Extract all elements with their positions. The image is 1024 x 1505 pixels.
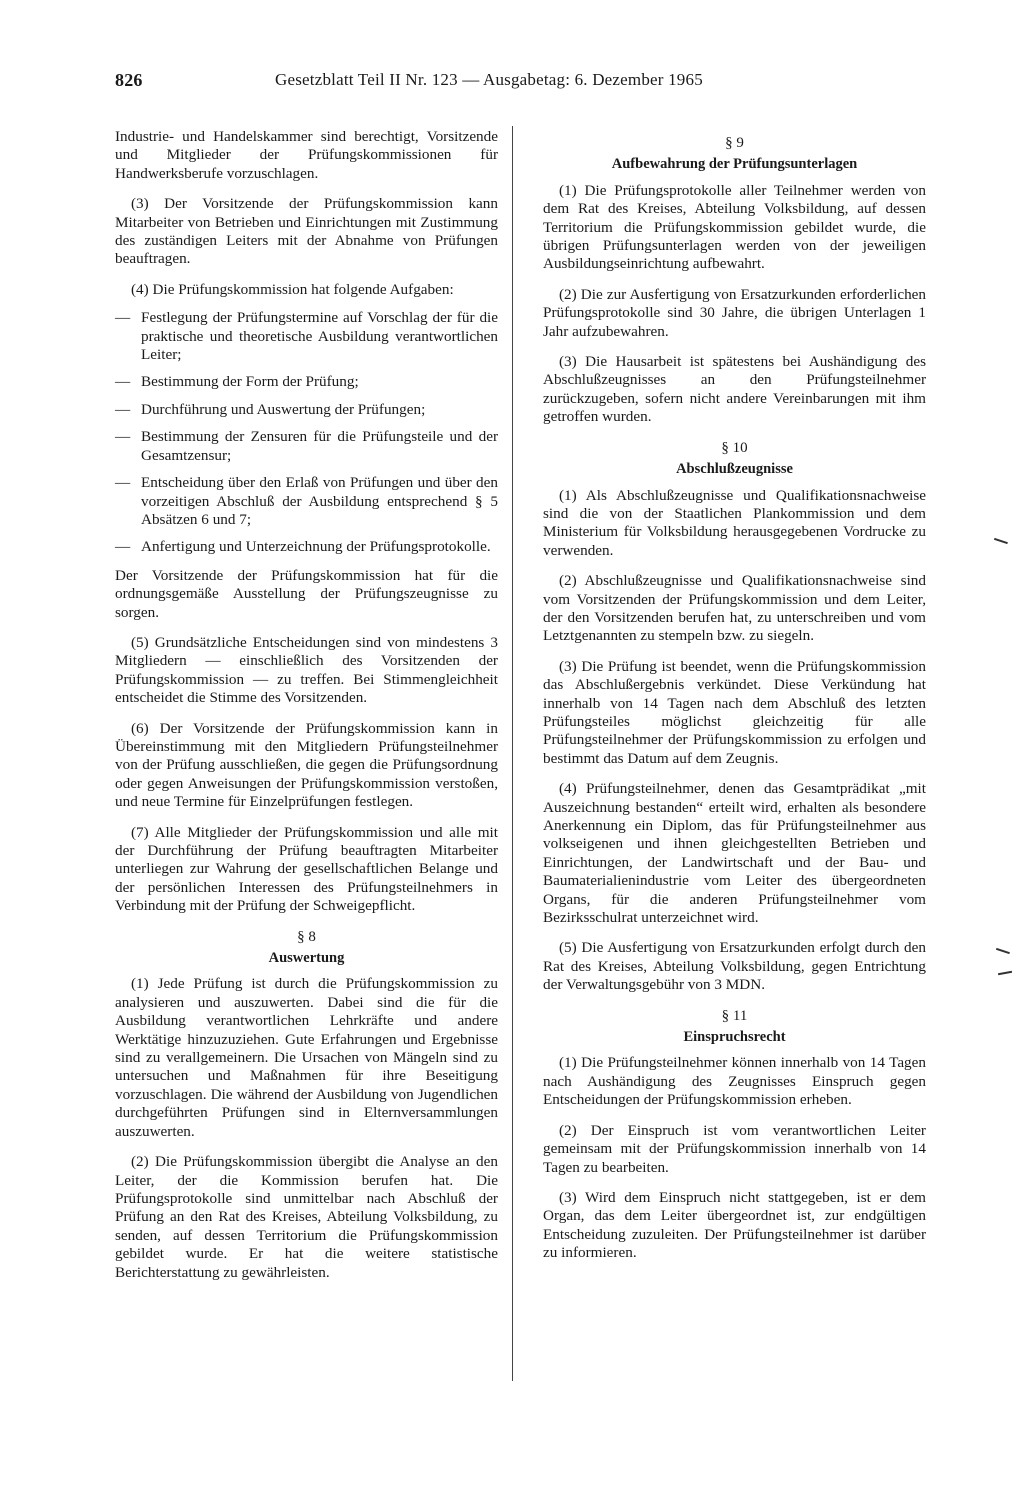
- paragraph-11-3: (3) Wird dem Einspruch nicht stattgegeben, ist er dem Organ, das dem Leiter übergeordnet ist, zur endgültigen Entscheidung zuzuleiten. Der Prüfungsteilnehmer ist darüber zu informieren.: [543, 1188, 926, 1262]
- paragraph-11-1: (1) Die Prüfungsteilnehmer können innerhalb von 14 Tagen nach Aushändigung des Zeugnisses Einspruch gegen Entscheidungen der Prüfungskommission erheben.: [543, 1054, 926, 1109]
- section-11-number: § 11: [721, 1007, 748, 1024]
- paragraph-9-3: (3) Die Hausarbeit ist spätestens bei Aushändigung des Abschlußzeugnisses an den Prüfungsteilnehmer zurückzugeben, sofern nicht andere Vereinbarungen mit ihm getroffen wurden.: [543, 353, 926, 426]
- header-title: Gesetzblatt Teil II Nr. 123 — Ausgabetag: 6. Dezember 1965: [275, 70, 703, 89]
- list-item: — Bestimmung der Zensuren für die Prüfungsteile und der Gesamtzensur;: [115, 428, 498, 465]
- paragraph-9-2: (2) Die zur Ausfertigung von Ersatzurkunden erforderlichen Prüfungsprotokolle sind 30 Jahre, die übrigen Unterlagen 1 Jahr aufzubewahren.: [543, 285, 926, 340]
- paragraph-7-4b: Der Vorsitzende der Prüfungskommission hat für die ordnungsgemäße Ausstellung der Prüfungszeugnisse zu sorgen.: [115, 566, 498, 621]
- list-item: — Festlegung der Prüfungstermine auf Vorschlag der für die praktische und theoretische Ausbildung verantwortlichen Leiter;: [115, 309, 498, 364]
- section-9-number: § 9: [725, 135, 744, 151]
- left-column: [115, 128, 498, 1294]
- column-divider: [512, 126, 513, 1381]
- right-column: [543, 128, 926, 1275]
- list-item: — Durchführung und Auswertung der Prüfungen;: [115, 401, 498, 419]
- paragraph-9-1: (1) Die Prüfungsprotokolle aller Teilnehmer werden von dem Rat des Kreises, Abteilung Volksbildung, auf dessen Territorium die Prüfungskommission gebildet wurde, die übrigen Prüfungsunterlagen werden von der jeweiligen Ausbildungseinrichtung aufbewahrt.: [543, 181, 926, 273]
- paragraph-8-2: (2) Die Prüfungskommission übergibt die Analyse an den Leiter, der die Kommission berufen hat. Die Prüfungsprotokolle sind unmittelbar nach Abschluß der Prüfung an den Rat des Kreises, Abteilung Volksbildung, zu senden, auf dessen Territorium die Prüfungskommission gebildet wurde. Er hat die weitere statistische Berichterstattung zu gewährleisten.: [115, 1153, 498, 1281]
- section-11-title: Einspruchsrecht: [683, 1029, 786, 1046]
- paragraph-10-1: (1) Als Abschlußzeugnisse und Qualifikationsnachweise sind die von der Staatlichen Plankommission und dem Ministerium für Volksbildung herausgegebenen Vordrucke zu verwenden.: [543, 486, 926, 559]
- list-item: — Entscheidung über den Erlaß von Prüfungen und über den vorzeitigen Abschluß der Ausbildung entsprechend § 5 Absätzen 6 und 7;: [115, 474, 498, 529]
- paragraph-11-2: (2) Der Einspruch ist vom verantwortlichen Leiter gemeinsam mit der Prüfungskommission innerhalb von 14 Tagen zu bearbeiten.: [543, 1121, 926, 1176]
- margin-mark: [996, 948, 1010, 954]
- section-8-number: § 8: [297, 928, 316, 945]
- paragraph-10-5: (5) Die Ausfertigung von Ersatzurkunden erfolgt durch den Rat des Kreises, Abteilung Volksbildung, gegen Entrichtung der Verwaltungsgebühr von 3 MDN.: [543, 939, 926, 994]
- page-header: [115, 70, 925, 94]
- paragraph-7-7: (7) Alle Mitglieder der Prüfungskommission und alle mit der Durchführung der Prüfung beauftragten Mitarbeiter unterliegen zur Wahrung der gesellschaftlichen Belange und der persönlichen Interessen des Prüfungsteilnehmers in Verbindung mit der Prüfung der Schweigepflicht.: [115, 823, 498, 915]
- paragraph-10-2: (2) Abschlußzeugnisse und Qualifikationsnachweise sind vom Vorsitzenden der Prüfungskommission und dem Leiter, der den Vorsitzenden berufen hat, zu unterschreiben und vom Letztgenannten zu stempeln bzw. zu siegeln.: [543, 572, 926, 645]
- margin-mark: [994, 538, 1008, 544]
- paragraph-7-5: (5) Grundsätzliche Entscheidungen sind von mindestens 3 Mitgliedern — einschließlich des Vorsitzenden der Prüfungskommission — zu treffen. Bei Stimmengleichheit entscheidet die Stimme des Vorsitzenden.: [115, 633, 498, 707]
- paragraph-intro: Industrie- und Handelskammer sind berechtigt, Vorsitzende und Mitglieder der Prüfungskommissionen für Handwerksberufe vorzuschlagen.: [115, 128, 498, 182]
- section-8-title: Auswertung: [268, 950, 345, 967]
- page-number: 826: [115, 70, 143, 90]
- section-10-number: § 10: [721, 439, 748, 456]
- paragraph-8-1: (1) Jede Prüfung ist durch die Prüfungskommission zu analysieren und auszuwerten. Dabei sind die für die Ausbildung verantwortlichen Lehrkräfte und andere Werktätige hinzuzuziehen. Gute Erfahrungen und Ergebnisse sind zu verallgemeinern. Die Ursachen von Mängeln sind zu untersuchen und Maßnahmen für ihre Beseitigung vorzuschlagen. Die während der Ausbildung von Jugendlichen durchgeführten Prüfungen sind in Elternversammlungen auszuwerten.: [115, 975, 498, 1140]
- section-10-title: Abschlußzeugnisse: [676, 461, 793, 478]
- list-item: — Anfertigung und Unterzeichnung der Prüfungsprotokolle.: [115, 538, 498, 556]
- margin-mark: [998, 971, 1012, 975]
- paragraph-7-4: (4) Die Prüfungskommission hat folgende Aufgaben:: [131, 280, 454, 298]
- tasks-list: [115, 309, 498, 556]
- paragraph-10-4: (4) Prüfungsteilnehmer, denen das Gesamtprädikat „mit Auszeichnung bestanden“ erteilt wird, erhalten als besondere Anerkennung ein Diplom, das für Prüfungsteilnehmer aus volkseigenen und ihnen gleichgestellten Betrieben und Einrichtungen, der Landwirtschaft und der Bau- und Baumaterialienindustrie vom Leiter des übergeordneten Organs, für die anderen Prüfungsteilnehmer vom Bezirksschulrat unterzeichnet wird.: [543, 780, 926, 927]
- section-9-title: Aufbewahrung der Prüfungsunterlagen: [611, 156, 858, 173]
- paragraph-7-6: (6) Der Vorsitzende der Prüfungskommission kann in Übereinstimmung mit den Mitgliedern Prüfungsteilnehmer von der Prüfung ausschließen, die gegen die Prüfungsordnung oder gegen Anweisungen der Prüfungskommission verstoßen, und neue Termine für Einzelprüfungen festlegen.: [115, 719, 498, 811]
- paragraph-10-3: (3) Die Prüfung ist beendet, wenn die Prüfungskommission das Abschlußergebnis verkündet. Diese Verkündung hat innerhalb von 14 Tagen nach dem Abschluß des letzten Prüfungsteiles möglichst gleichzeitig für alle Prüfungsteilnehmer der Prüfungskommission zu erfolgen und bestimmt das Datum auf dem Zeugnis.: [543, 657, 926, 767]
- list-item: — Bestimmung der Form der Prüfung;: [115, 373, 498, 391]
- paragraph-7-3: (3) Der Vorsitzende der Prüfungskommission kann Mitarbeiter von Betrieben und Einrichtungen mit Zustimmung des zuständigen Leiters mit der Abnahme von Prüfungen beauftragen.: [115, 195, 498, 268]
